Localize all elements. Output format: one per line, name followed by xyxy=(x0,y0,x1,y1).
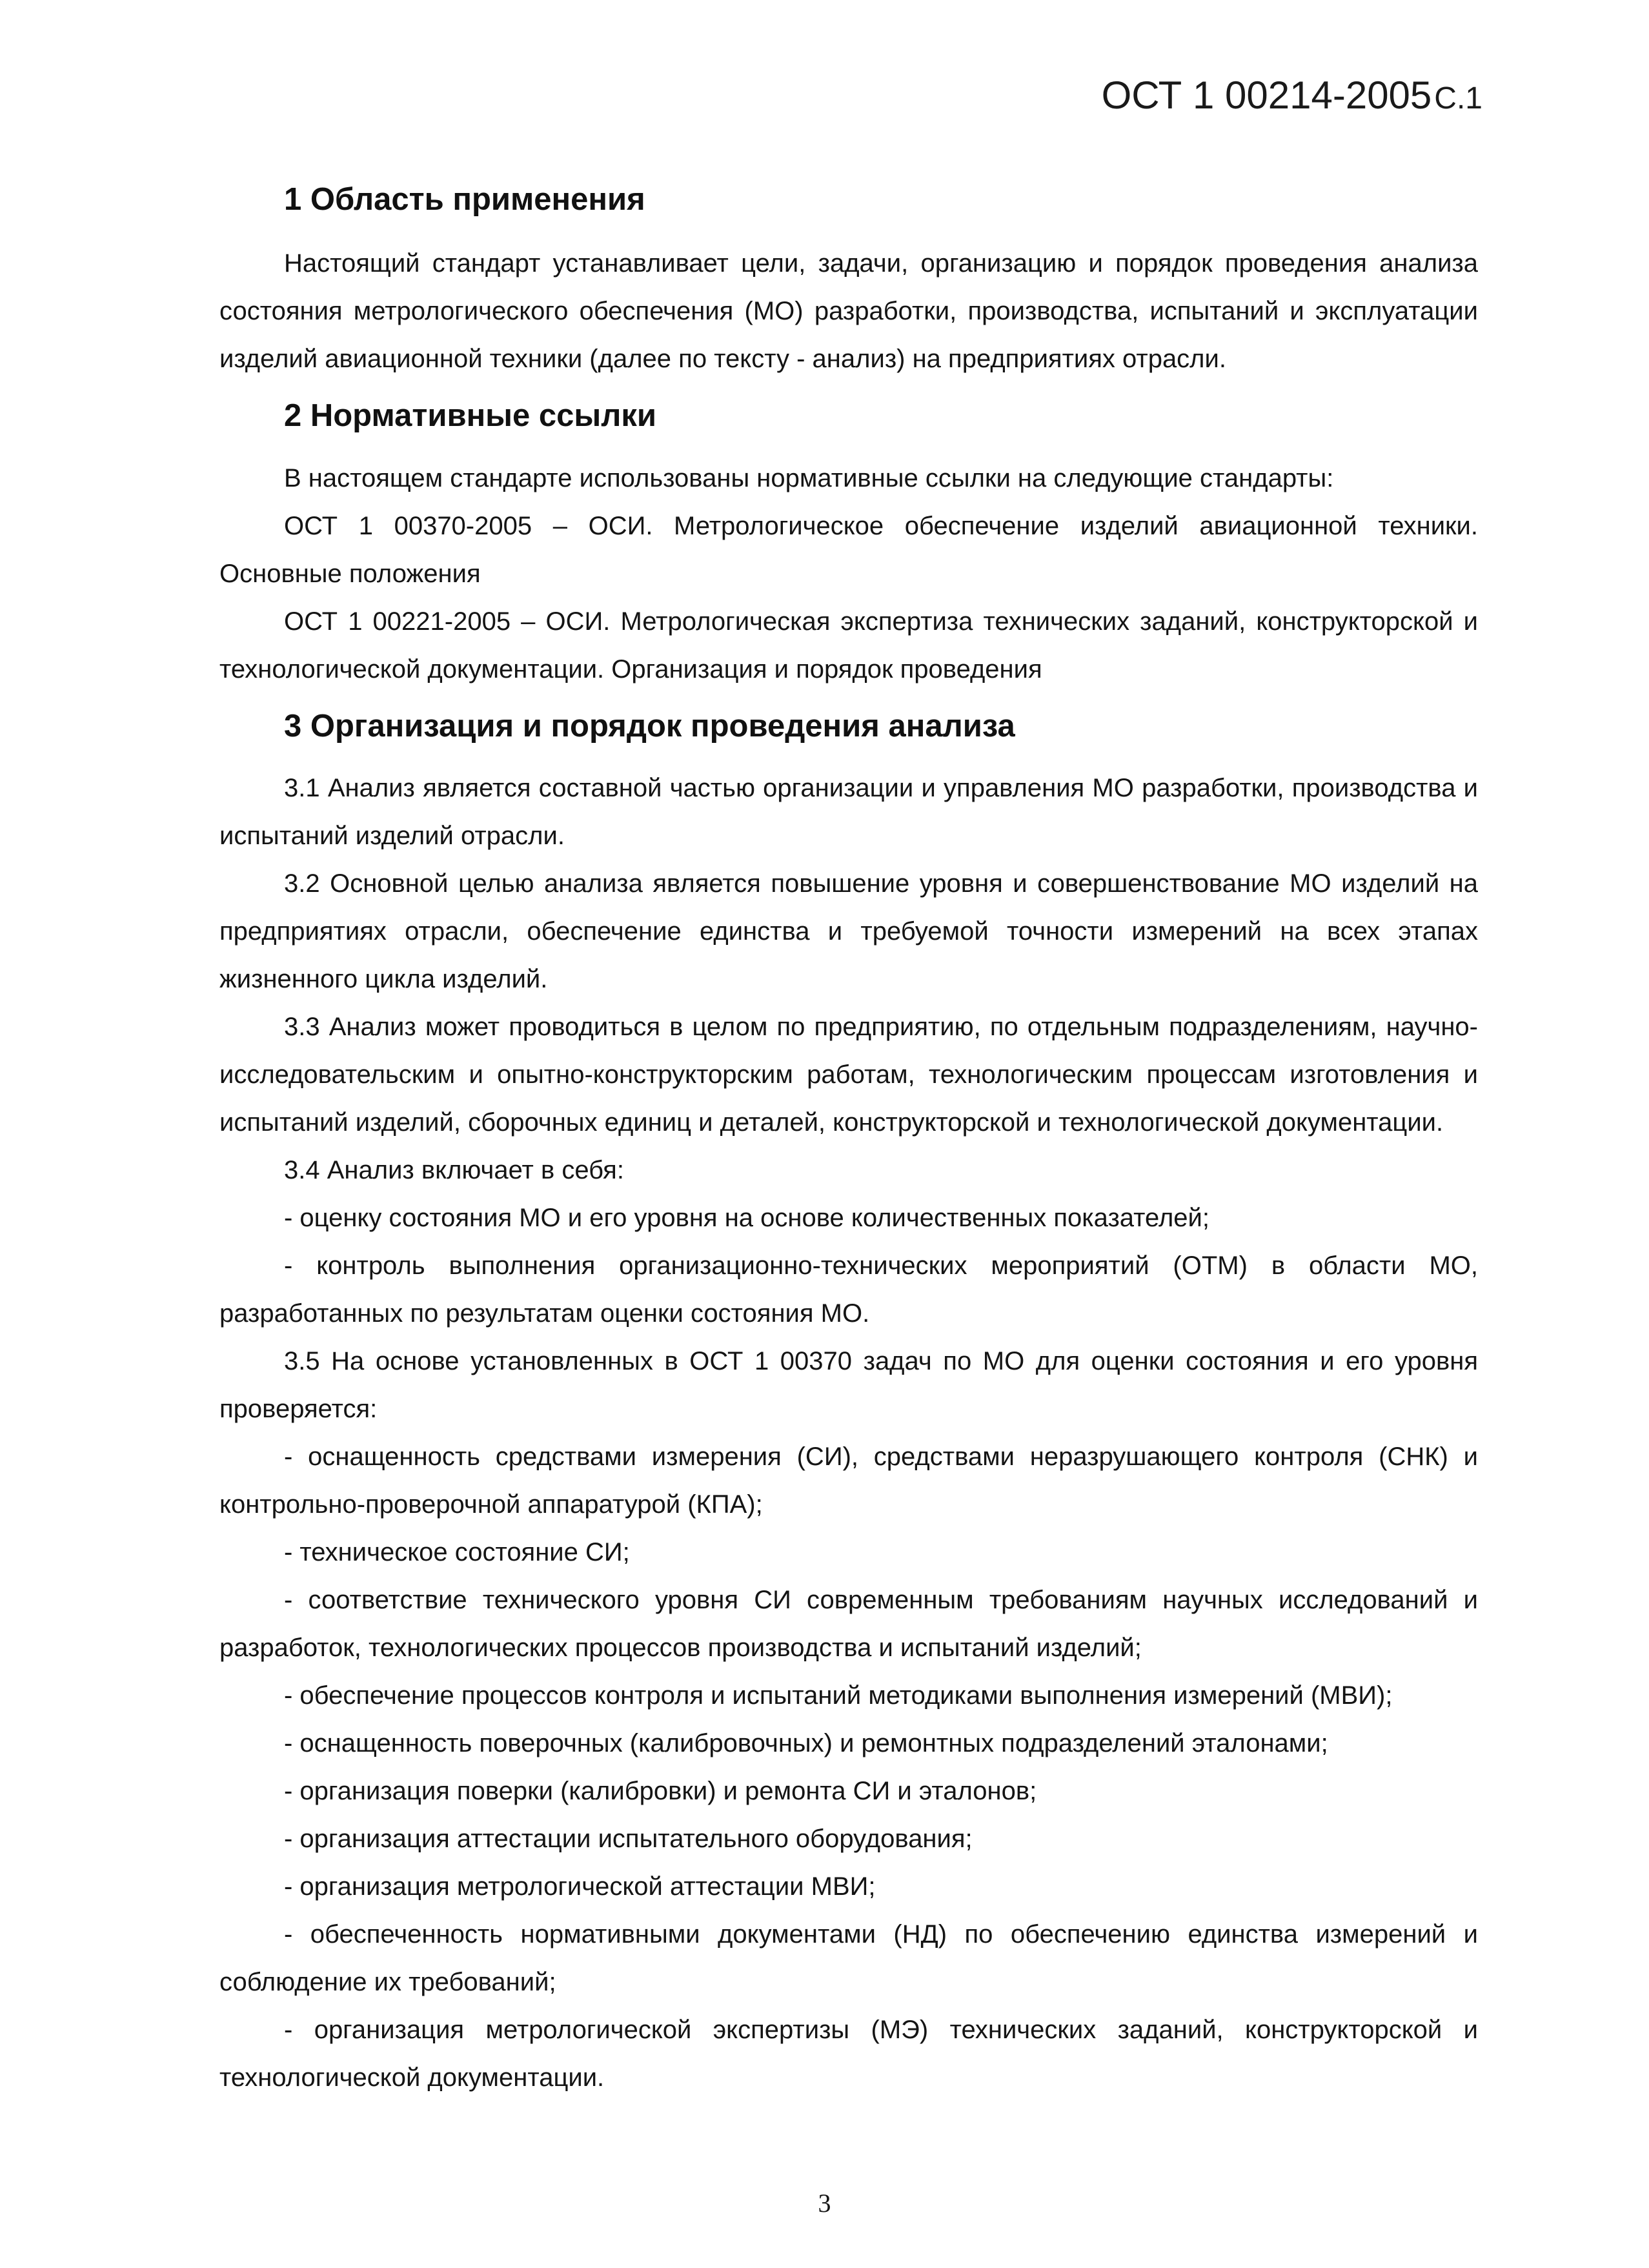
section-3-paragraph: 3.5 На основе установленных в ОСТ 1 00370 задач по МО для оценки состояния и его уровня проверяется: xyxy=(219,1347,1478,1424)
section-3-paragraph: 3.4 Анализ включает в себя: xyxy=(284,1156,624,1185)
page-label: С.1 xyxy=(1434,81,1482,116)
document-code-header xyxy=(1102,76,1482,115)
section-3-list-item: - организация метрологической экспертизы (МЭ) технических заданий, конструкторской и технологической документации. xyxy=(219,2016,1478,2092)
section-3-list-item: - оснащенность средствами измерения (СИ), средствами неразрушающего контроля (СНК) и контрольно-проверочной аппаратурой (КПА); xyxy=(219,1443,1478,1519)
section-2-paragraph: В настоящем стандарте использованы нормативные ссылки на следующие стандарты: xyxy=(284,463,1334,492)
section-3-list-item: - соответствие технического уровня СИ современным требованиям научных исследований и разработок, технологических процессов производства и испытаний изделий; xyxy=(219,1586,1478,1663)
document-body xyxy=(219,181,1478,2101)
section-1-paragraph: Настоящий стандарт устанавливает цели, задачи, организацию и порядок проведения анализа состояния метрологического обеспечения (МО) разработки, производства, испытаний и эксплуатации изделий авиационной техники (далее по тексту - анализ) на предприятиях отрасли. xyxy=(219,248,1478,373)
section-3-list-item: - организация аттестации испытательного оборудования; xyxy=(284,1825,973,1854)
section-3-list-item: - обеспечение процессов контроля и испытаний методиками выполнения измерений (МВИ); xyxy=(284,1681,1393,1710)
section-3-paragraph: 3.2 Основной целью анализа является повышение уровня и совершенствование МО изделий на предприятиях отрасли, обеспечение единства и требуемой точности измерений на всех этапах жизненного цикла изделий. xyxy=(219,869,1478,994)
section-3-list-item: - оценку состояния МО и его уровня на основе количественных показателей; xyxy=(284,1204,1210,1233)
page-number: 3 xyxy=(818,2189,831,2218)
section-3-list-item: - организация метрологической аттестации МВИ; xyxy=(284,1872,876,1901)
section-3-paragraph: 3.3 Анализ может проводиться в целом по предприятию, по отдельным подразделениям, научно-исследовательским и опытно-конструкторским работам, технологическим процессам изготовления и испытаний изделий, сборочных единиц и деталей, конструкторской и технологической документации. xyxy=(219,1013,1478,1137)
section-3-list-item: - контроль выполнения организационно-технических мероприятий (ОТМ) в области МО, разработанных по результатам оценки состояния МО. xyxy=(219,1251,1478,1328)
section-2-reference: ОСТ 1 00221-2005 – ОСИ. Метрологическая экспертиза технических заданий, конструкторской и технологической документации. Организация и порядок проведения xyxy=(219,607,1478,683)
section-2-reference: ОСТ 1 00370-2005 – ОСИ. Метрологическое обеспечение изделий авиационной техники. Основные положения xyxy=(219,511,1478,588)
section-3-list-item: - оснащенность поверочных (калибровочных) и ремонтных подразделений эталонами; xyxy=(284,1729,1328,1758)
section-3-list-item: - техническое состояние СИ; xyxy=(284,1538,630,1567)
section-1-title: 1 Область применения xyxy=(284,182,645,217)
section-3-list-item: - обеспеченность нормативными документами (НД) по обеспечению единства измерений и соблюдение их требований; xyxy=(219,1920,1478,1997)
section-3-list-item: - организация поверки (калибровки) и ремонта СИ и эталонов; xyxy=(284,1777,1037,1806)
section-3-title: 3 Организация и порядок проведения анализа xyxy=(284,708,1015,744)
document-code: ОСТ 1 00214-2005 xyxy=(1101,74,1432,117)
section-2-title: 2 Нормативные ссылки xyxy=(284,398,656,433)
section-3-paragraph: 3.1 Анализ является составной частью организации и управления МО разработки, производства и испытаний изделий отрасли. xyxy=(219,774,1478,851)
